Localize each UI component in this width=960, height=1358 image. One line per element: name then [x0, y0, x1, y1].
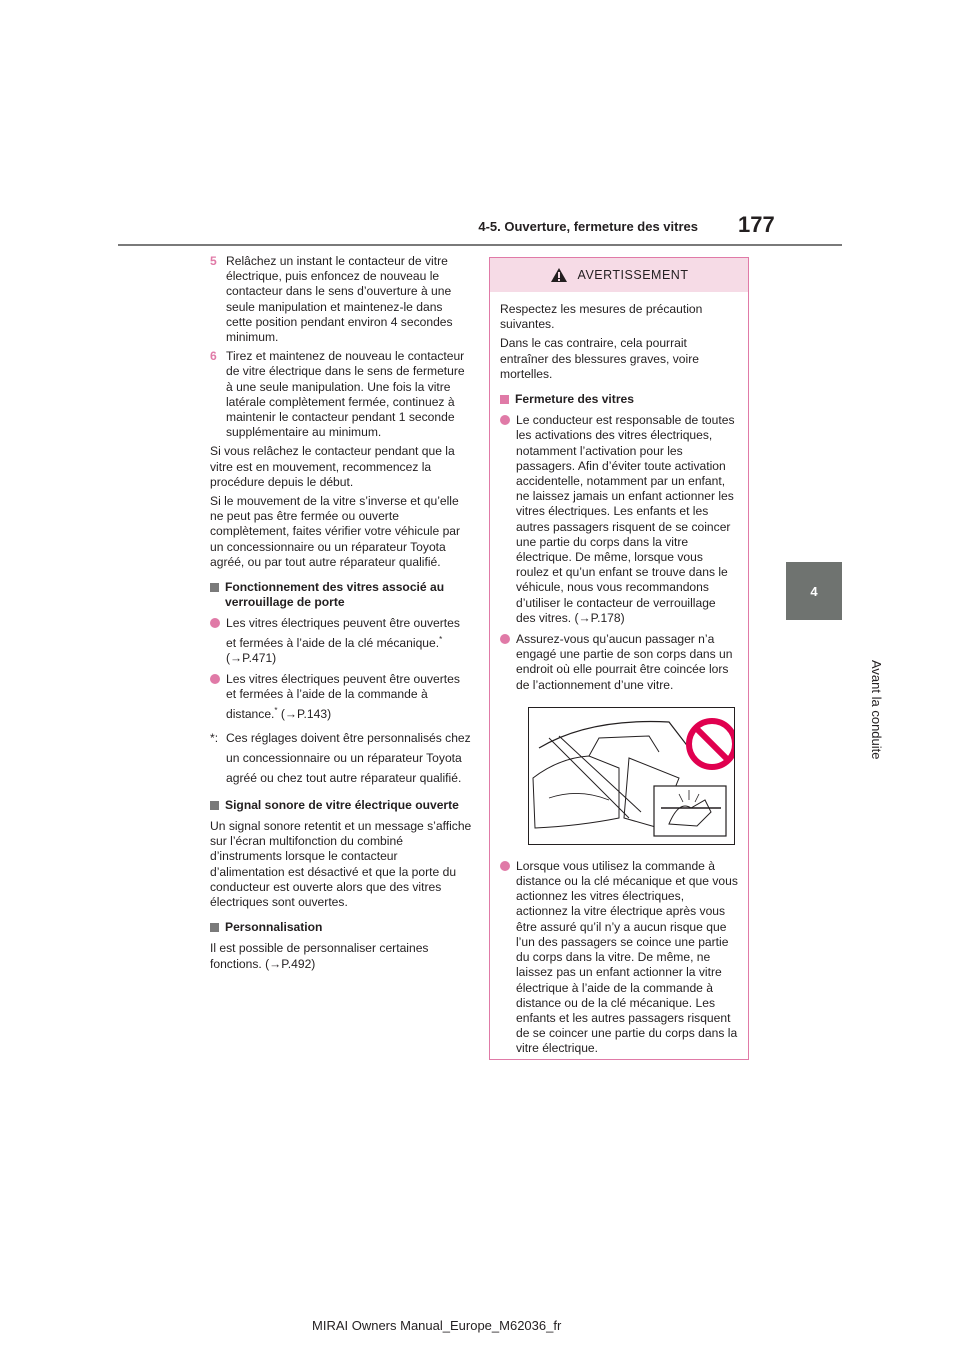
round-bullet-icon [500, 415, 510, 425]
square-bullet-icon [210, 583, 219, 592]
square-bullet-icon [500, 395, 509, 404]
warning-box [489, 257, 749, 1060]
section-heading [500, 392, 738, 407]
round-bullet-icon [500, 861, 510, 871]
warning-intro: Dans le cas contraire, cela pourrait entraîner des blessures graves, voire mortelles. [500, 336, 699, 381]
window-pinch-illustration [528, 707, 735, 845]
section-heading-text: Signal sonore de vitre électrique ouverte [225, 797, 459, 812]
square-bullet-icon [210, 801, 219, 810]
square-bullet-icon [210, 923, 219, 932]
footnote-text: Ces réglages doivent être personnalisés chez un concessionnaire ou un réparateur Toyota agréé ou chez tout autre réparateur qualifié. [226, 730, 471, 785]
paragraph: Il est possible de personnaliser certaines fonctions. (→P.492) [210, 941, 429, 971]
round-bullet-icon [500, 634, 510, 644]
step-number: 6 [210, 349, 217, 364]
list-item-text: Le conducteur est responsable de toutes les activations des vitres électriques, notamment l’activation pour les passagers. Afin d’éviter toute activation accidentelle, notamment par un enfant, ne laissez jamais un enfant actionner les vitres électriques. Les enfants et les autres passagers risquent de se coincer une partie du corps dans la vitre électrique. De même, lorsque vous roulez et qu’un enfant se trouve dans le véhicule, nous vous recommandons d’utiliser le contacteur de verrouillage des vitres. (→P.178) [516, 413, 735, 625]
warning-intro: Respectez les mesures de précaution suivantes. [500, 302, 703, 332]
warning-triangle-icon [550, 267, 568, 283]
round-bullet-icon [210, 618, 220, 628]
list-item [210, 672, 472, 722]
round-bullet-icon [210, 674, 220, 684]
footnote [210, 728, 472, 788]
list-item-text: Les vitres électriques peuvent être ouvertes et fermées à l’aide de la clé mécanique. [226, 616, 460, 650]
list-item [500, 413, 738, 626]
warning-header [490, 258, 748, 292]
list-item-text: Les vitres électriques peuvent être ouvertes et fermées à l’aide de la commande à distance. [226, 672, 460, 721]
step-text: Tirez et maintenez de nouveau le contacteur de vitre électrique dans le sens de fermeture à une seule manipulation. Une fois la vitre latérale complètement fermée, continuez à maintenir le contacteur pendant 1 seconde supplémentaire au minimum. [226, 349, 465, 440]
warning-body [490, 292, 748, 1057]
paragraph: Si vous relâchez le contacteur pendant que la vitre est en mouvement, recommencez la procédure depuis le début. [210, 444, 455, 489]
section-heading-text: Personnalisation [225, 920, 323, 935]
chapter-tab-label: Avant la conduite [869, 660, 884, 760]
section-heading [210, 798, 472, 813]
section-heading [210, 580, 472, 610]
list-item-text: Assurez-vous qu’aucun passager n’a engagé une partie de son corps dans un endroit où elle pourrait être coincée lors de l’actionnement d’une vitre. [516, 632, 733, 692]
step-text: Relâchez un instant le contacteur de vitre électrique, puis enfoncez de nouveau le contacteur dans le sens d’ouverture à une seule manipulation et maintenez-le dans cette position pendant environ 4 secondes minimum. [226, 254, 453, 345]
step-number: 5 [210, 254, 217, 268]
list-item [500, 632, 738, 693]
footnote-asterisk: * [274, 705, 278, 715]
section-heading-text: Fonctionnement des vitres associé au verrouillage de porte [225, 580, 445, 610]
list-item-text: Lorsque vous utilisez la commande à distance ou la clé mécanique et que vous actionnez les vitres électriques, actionnez la vitre électrique après vous être assuré qu’il n’y a aucun risque que l’un des passagers se coince une partie du corps dans la vitre. De même, ne laissez pas un enfant actionner la vitre électrique à l’aide de la commande à distance ou de la clé mécanique. Les enfants et les autres passagers risquent de se coincer une partie du corps dans la vitre électrique. [516, 858, 738, 1056]
header-divider [118, 244, 842, 246]
chapter-title: 4-5. Ouverture, fermeture des vitres [478, 219, 698, 234]
paragraph: Si le mouvement de la vitre s’inverse et qu’elle ne peut pas être fermée ou ouverte complètement, faites vérifier votre véhicule par un concessionnaire ou un réparateur Toyota agréé, ou par tout autre réparateur qualifié. [210, 494, 461, 569]
paragraph: Un signal sonore retentit et un message s’affiche sur l’écran multifonction du combiné d’instruments lorsque le contacteur d’alimentation est désactivé et que la porte du conducteur est ouverte alors que des vitres électriques sont ouvertes. [210, 818, 472, 909]
page-reference[interactable]: (→P.143) [280, 706, 332, 721]
step-item [210, 349, 472, 440]
main-column [210, 254, 472, 976]
footnote-asterisk: * [439, 634, 443, 644]
list-item [210, 616, 472, 666]
chapter-tab: 4 [786, 562, 842, 620]
step-item [210, 254, 472, 345]
section-heading [210, 920, 472, 935]
document-footer: MIRAI Owners Manual_Europe_M62036_fr [312, 1318, 562, 1333]
footnote-mark: *: [210, 730, 219, 745]
page-number: 177 [738, 212, 775, 237]
page-reference[interactable]: (→P.471) [226, 650, 277, 665]
list-item [500, 859, 738, 1057]
warning-heading: AVERTISSEMENT [577, 268, 689, 282]
section-heading-text: Fermeture des vitres [515, 392, 634, 407]
